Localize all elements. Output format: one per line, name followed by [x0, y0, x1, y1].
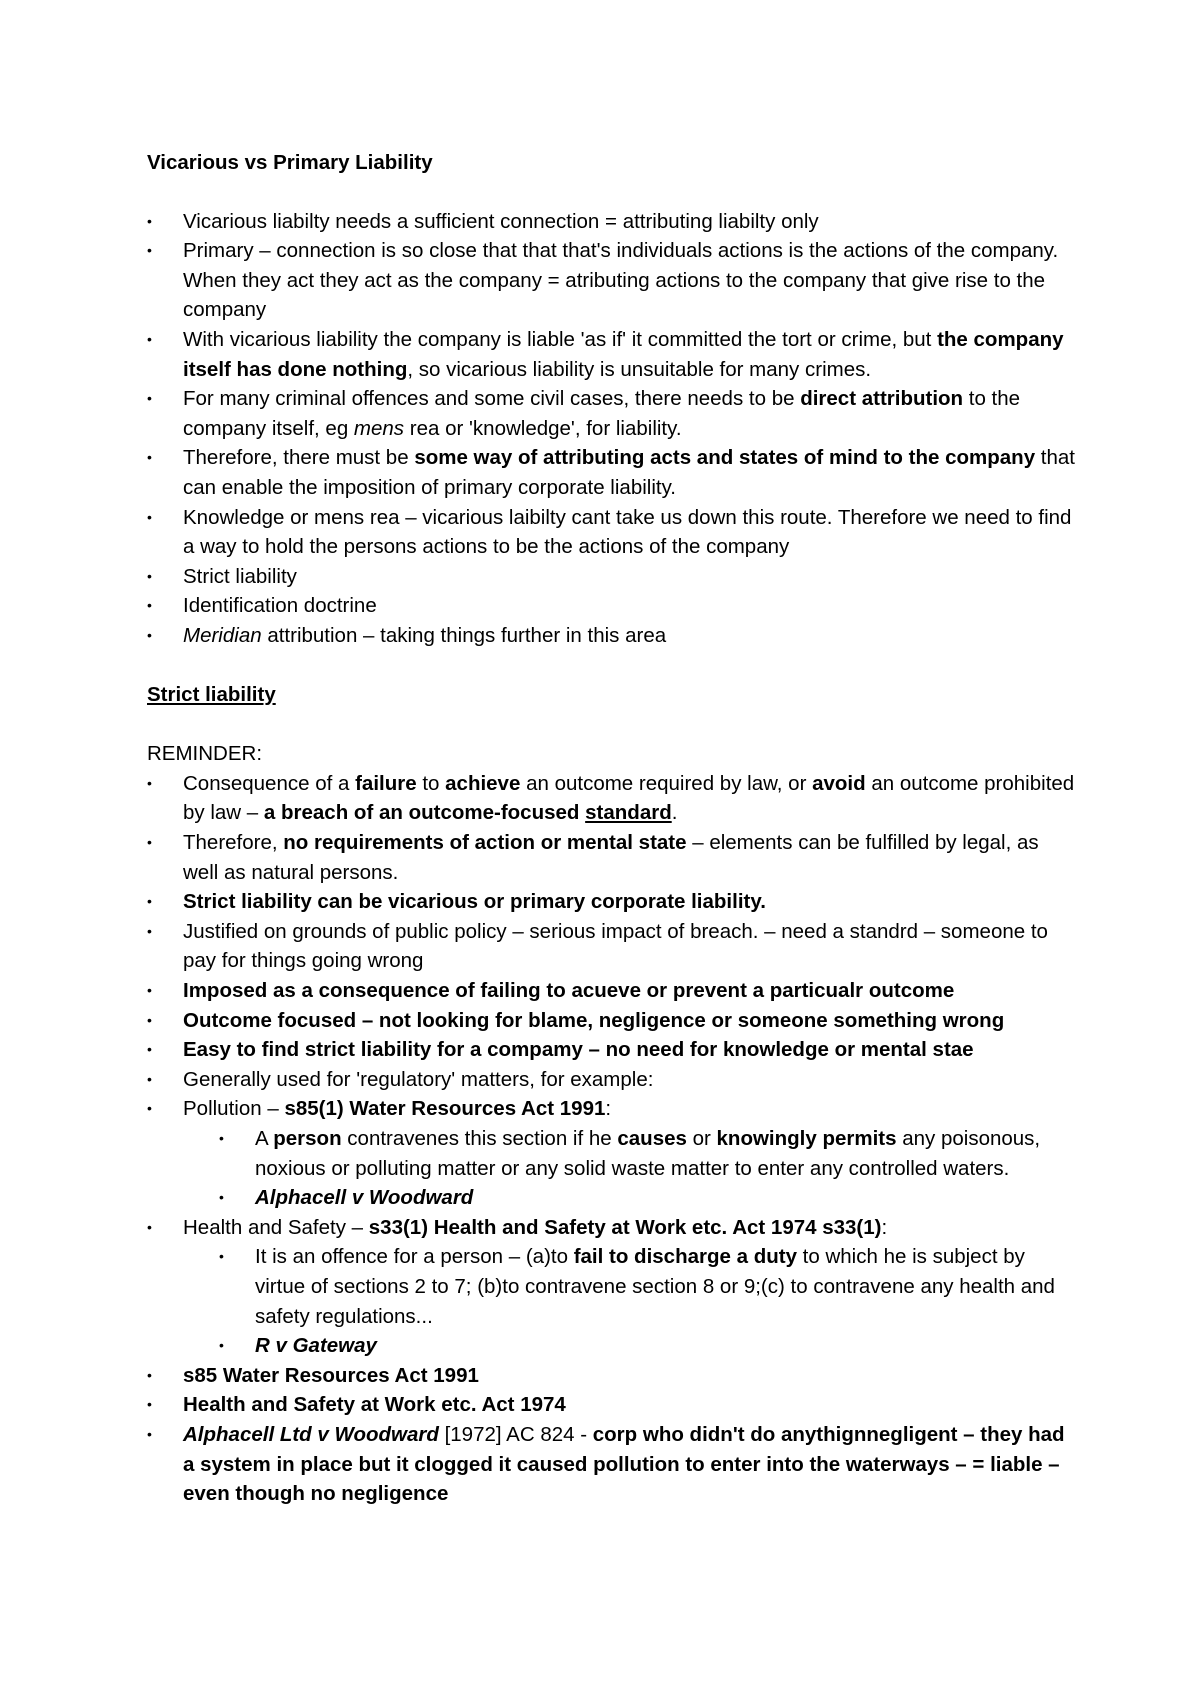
- bullet-icon: •: [147, 1070, 152, 1087]
- list-item: [147, 1390, 1077, 1420]
- bullet-icon: •: [147, 390, 152, 407]
- text-run: any poisonous, noxious or polluting matter or any solid waste matter to enter any controlled waters.: [255, 1127, 1041, 1180]
- text-run: , so vicarious liability is unsuitable for many crimes.: [407, 357, 872, 381]
- text-run: failure: [355, 771, 417, 795]
- text-run: Strict liability: [183, 564, 297, 588]
- list-item: [147, 1420, 1077, 1509]
- list-item: [147, 325, 1077, 384]
- text-run: [1972] AC 824 -: [438, 1422, 593, 1446]
- text-run: Strict liability can be vicarious or primary corporate liability.: [183, 890, 766, 914]
- text-run: that can enable the imposition of primary corporate liability.: [183, 446, 1075, 499]
- text-run: the company itself has done nothing: [183, 327, 1064, 381]
- text-run: Easy to find strict liability for a compamy – no need for knowledge or mental stae: [183, 1038, 974, 1062]
- bullet-icon: •: [147, 774, 152, 791]
- bullet-icon: •: [147, 626, 152, 643]
- text-run: Alphacell Ltd v Woodward: [183, 1422, 439, 1446]
- text-run: Health and Safety at Work etc. Act 1974: [183, 1393, 566, 1417]
- text-run: Consequence of a: [183, 771, 356, 795]
- sub-list-item: [219, 1183, 1077, 1213]
- text-run: to which he is subject by virtue of sections 2 to 7; (b)to contravene section 8 or 9;(c) to contravene any health and safety regulations...: [255, 1245, 1055, 1328]
- bullet-icon: •: [147, 330, 152, 347]
- bullet-icon: •: [147, 1041, 152, 1058]
- bullet-icon: •: [147, 1100, 152, 1117]
- text-run: Knowledge or mens rea – vicarious laibilty cant take us down this route. Therefore we need to find a way to hold the persons actions to be the actions of the company: [183, 505, 1072, 559]
- text-run: standard: [585, 801, 672, 825]
- page-title: Vicarious vs Primary Liability: [147, 151, 433, 174]
- bullet-icon: •: [147, 567, 152, 584]
- text-run: Generally used for 'regulatory' matters, for example:: [183, 1067, 654, 1091]
- text-run: direct attribution: [800, 387, 964, 411]
- bullet-icon: •: [147, 597, 152, 614]
- text-run: :: [605, 1097, 612, 1121]
- bullet-icon: •: [219, 1189, 224, 1206]
- text-run: to the company itself, eg: [183, 387, 1021, 440]
- text-run: R v Gateway: [255, 1334, 377, 1358]
- list-item: [147, 503, 1077, 562]
- section1-bullet-list: [147, 207, 1077, 651]
- text-run: Justified on grounds of public policy – serious impact of breach. – need a standrd – someone to pay for things going wrong: [183, 919, 1048, 973]
- text-run: For many criminal offences and some civil cases, there needs to be: [183, 387, 801, 411]
- bullet-icon: •: [147, 1366, 152, 1383]
- text-run: Meridian: [183, 623, 262, 647]
- text-run: avoid: [812, 771, 866, 795]
- list-item: [147, 887, 1077, 917]
- list-item: [147, 917, 1077, 976]
- list-item: [147, 236, 1077, 325]
- list-item: [147, 828, 1077, 887]
- spacer: [147, 710, 1077, 740]
- list-item: [147, 562, 1077, 592]
- text-run: With vicarious liability the company is liable 'as if' it committed the tort or crime, but: [183, 327, 938, 351]
- section-heading-strict-liability: Strict liability: [147, 683, 276, 707]
- sub-list-item: [219, 1124, 1077, 1183]
- list-item: [147, 1094, 1077, 1124]
- text-run: .: [671, 801, 678, 825]
- list-item: [147, 591, 1077, 621]
- list-item: [147, 1006, 1077, 1036]
- bullet-icon: •: [147, 449, 152, 466]
- bullet-icon: •: [147, 1011, 152, 1028]
- text-run: causes: [617, 1127, 687, 1150]
- text-run: Outcome focused – not looking for blame, negligence or someone something wrong: [183, 1008, 1005, 1032]
- list-item: [147, 1361, 1077, 1391]
- bullet-icon: •: [147, 508, 152, 525]
- text-run: Health and Safety –: [183, 1215, 369, 1239]
- text-run: an outcome prohibited by law –: [183, 771, 1075, 825]
- list-item: [147, 384, 1077, 443]
- text-run: s85 Water Resources Act 1991: [183, 1363, 479, 1387]
- bullet-icon: •: [147, 242, 152, 259]
- bullet-icon: •: [219, 1337, 224, 1354]
- text-run: s33(1) Health and Safety at Work etc. Act 1974 s33(1): [368, 1215, 882, 1239]
- bullet-icon: •: [147, 982, 152, 999]
- text-run: corp who didn't do anythignnegligent – they had a system in place but it clogged it caused pollution to enter into the waterways – = liable – even though no negligence: [183, 1422, 1065, 1506]
- text-run: Therefore, there must be: [183, 446, 415, 470]
- text-run: rea or 'knowledge', for liability.: [404, 416, 682, 440]
- text-run: a breach of an outcome-focused: [263, 801, 586, 825]
- text-run: person: [273, 1127, 342, 1150]
- bullet-icon: •: [147, 834, 152, 851]
- bullet-icon: •: [147, 893, 152, 910]
- text-run: attribution – taking things further in this area: [261, 623, 667, 647]
- text-run: :: [881, 1215, 888, 1239]
- text-run: It is an offence for a person – (a)to: [255, 1245, 574, 1269]
- text-run: an outcome required by law, or: [520, 771, 813, 795]
- reminder-label: REMINDER:: [147, 742, 263, 766]
- text-run: Imposed as a consequence of failing to acueve or prevent a particualr outcome: [183, 979, 955, 1003]
- bullet-icon: •: [147, 922, 152, 939]
- text-run: or: [686, 1127, 717, 1150]
- document-content: [147, 148, 1077, 1509]
- text-run: Identification doctrine: [183, 594, 377, 618]
- list-item: [147, 443, 1077, 502]
- list-item: [147, 207, 1077, 237]
- bullet-icon: •: [219, 1248, 224, 1265]
- text-run: Therefore,: [183, 831, 284, 855]
- list-item: [147, 1065, 1077, 1095]
- list-item: [147, 976, 1077, 1006]
- spacer: [147, 651, 1077, 681]
- list-item: [147, 1213, 1077, 1243]
- bullet-icon: •: [147, 212, 152, 229]
- text-run: knowingly permits: [716, 1127, 897, 1150]
- text-run: some way of attributing acts and states of mind to the company: [414, 446, 1036, 470]
- bullet-icon: •: [219, 1130, 224, 1146]
- text-run: Alphacell v Woodward: [255, 1186, 474, 1210]
- text-run: A: [255, 1127, 274, 1150]
- text-run: Primary – connection is so close that that that's individuals actions is the actions of the company. When they act they act as the company = atributing actions to the company that give rise to the company: [183, 239, 1059, 322]
- list-item: [147, 621, 1077, 651]
- list-item: [147, 1035, 1077, 1065]
- bullet-icon: •: [147, 1396, 152, 1413]
- bullet-icon: •: [147, 1218, 152, 1235]
- text-run: contravenes this section if he: [341, 1127, 618, 1150]
- sub-list-item: [219, 1331, 1077, 1361]
- text-run: fail to discharge a duty: [573, 1245, 797, 1269]
- text-run: s85(1) Water Resources Act 1991: [284, 1097, 606, 1121]
- text-run: achieve: [445, 771, 521, 795]
- list-item: [147, 769, 1077, 828]
- text-run: no requirements of action or mental state: [283, 831, 687, 855]
- text-run: to: [416, 771, 446, 795]
- text-run: Pollution –: [183, 1097, 285, 1121]
- text-run: – elements can be fulfilled by legal, as well as natural persons.: [183, 831, 1039, 884]
- text-run: mens: [353, 416, 405, 440]
- sub-list-item: [219, 1242, 1077, 1331]
- section2-bullet-list: [147, 769, 1077, 1509]
- bullet-icon: •: [147, 1425, 152, 1442]
- text-run: Vicarious liabilty needs a sufficient connection = attributing liabilty only: [183, 209, 819, 233]
